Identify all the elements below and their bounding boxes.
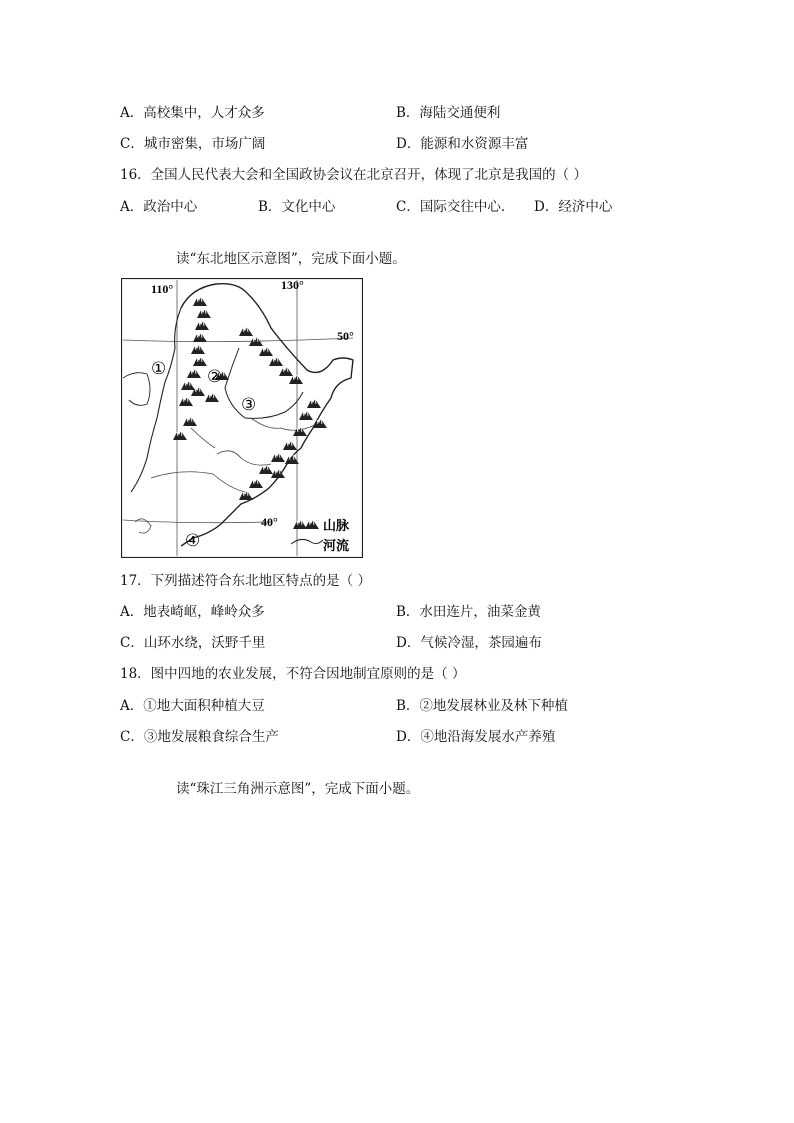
label-region-4: ④ xyxy=(185,531,201,551)
legend-mountain-label: 山脉 xyxy=(323,519,350,534)
label-lon-110: 110° xyxy=(151,282,174,296)
map-frame xyxy=(122,279,363,558)
northeast-map-svg xyxy=(121,278,363,558)
q17-option-c: C．山环水绕，沃野千里 xyxy=(120,635,266,651)
q18-stem: 18．图中四地的农业发展，不符合因地制宜原则的是（ ） xyxy=(120,666,466,682)
q17-option-a: A．地表崎岖，峰岭众多 xyxy=(120,604,265,620)
q15-option-d: D．能源和水资源丰富 xyxy=(396,136,529,152)
label-region-1: ① xyxy=(151,359,167,379)
northeast-map xyxy=(121,278,363,558)
q16-stem: 16．全国人民代表大会和全国政协会议在北京召开，体现了北京是我国的（ ） xyxy=(120,167,587,183)
q16-option-a: A．政治中心 xyxy=(120,199,198,215)
q17-stem: 17．下列描述符合东北地区特点的是（ ） xyxy=(120,573,371,589)
q18-option-b: B．②地发展林业及林下种植 xyxy=(396,698,568,714)
label-region-2: ② xyxy=(207,367,223,387)
q17-option-d: D．气候冷湿，茶园遍布 xyxy=(396,635,542,651)
q16-option-b: B．文化中心 xyxy=(258,199,336,215)
map-intro-northeast: 读“东北地区示意图”，完成下面小题。 xyxy=(176,251,406,267)
label-region-3: ③ xyxy=(241,395,257,415)
q18-option-c: C．③地发展粮食综合生产 xyxy=(120,729,279,745)
label-lon-130: 130° xyxy=(281,278,304,292)
q16-option-c: C．国际交往中心. xyxy=(396,199,506,215)
q15-option-a: A．高校集中，人才众多 xyxy=(120,105,265,121)
q15-option-b: B．海陆交通便利 xyxy=(396,105,501,121)
label-lat-40: 40° xyxy=(261,515,278,529)
legend-river-label: 河流 xyxy=(323,539,350,554)
label-lat-50: 50° xyxy=(337,329,354,343)
q15-option-c: C．城市密集，市场广阔 xyxy=(120,136,266,152)
q18-option-a: A．①地大面积种植大豆 xyxy=(120,698,265,714)
q17-option-b: B．水田连片，油菜金黄 xyxy=(396,604,541,620)
q18-option-d: D．④地沿海发展水产养殖 xyxy=(396,729,556,745)
q16-option-d: D．经济中心 xyxy=(534,199,613,215)
map-intro-pearl-river-delta: 读“珠江三角洲示意图”，完成下面小题。 xyxy=(176,781,420,797)
